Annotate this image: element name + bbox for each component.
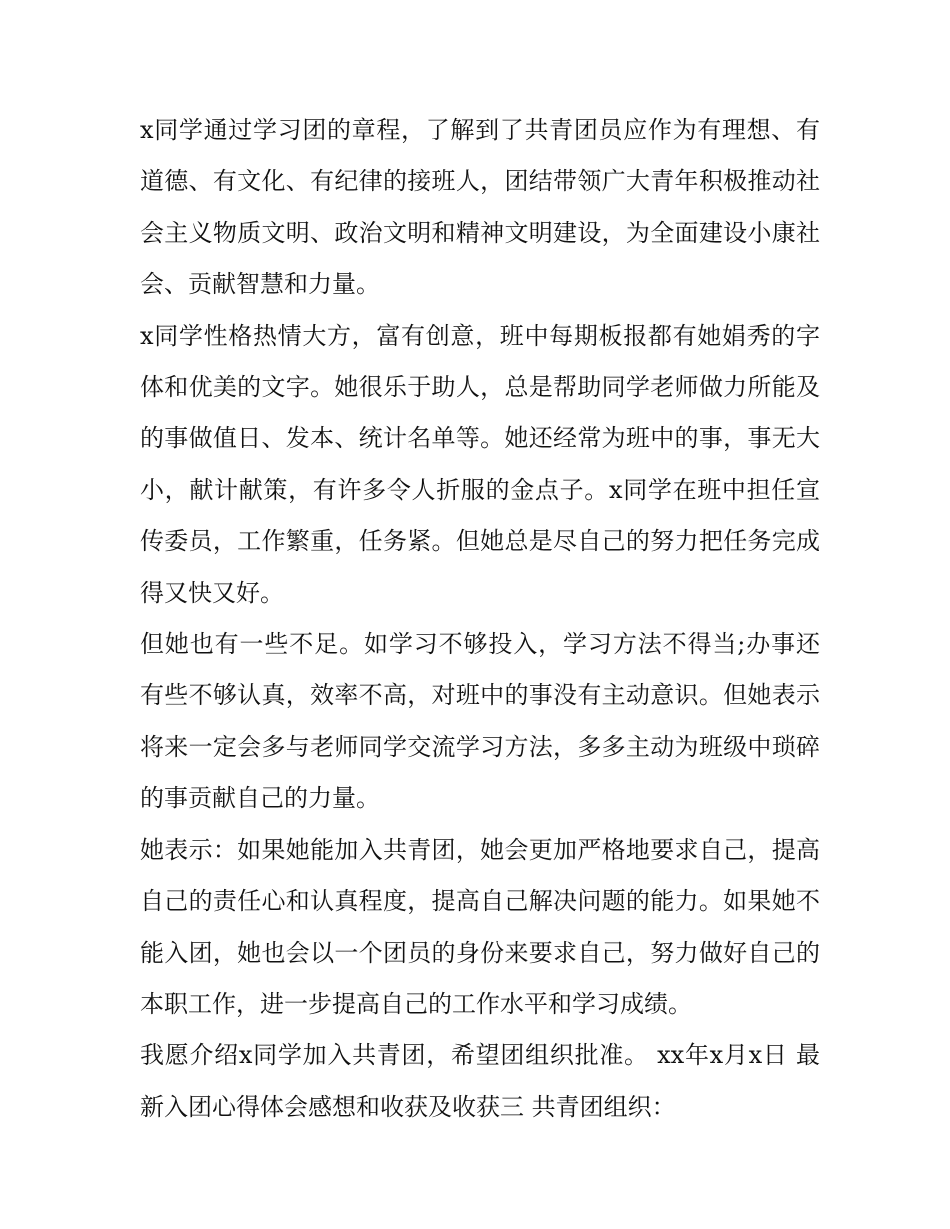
- paragraph-recommendation: 我愿介绍x同学加入共青团，希望团组织批准。 xx年x月x日 最新入团心得体会感想和收获及收获三 共青团组织：: [140, 1041, 820, 1121]
- paragraph-study-charter: x同学通过学习团的章程，了解到了共青团员应作为有理想、有道德、有文化、有纪律的接班人，团结带领广大青年积极推动社会主义物质文明、政治文明和精神文明建设，为全面建设小康社会、贡献智慧和力量。: [140, 116, 820, 299]
- paragraph-commitment: 她表示：如果她能加入共青团，她会更加严格地要求自己，提高自己的责任心和认真程度，提高自己解决问题的能力。如果她不能入团，她也会以一个团员的身份来要求自己，努力做好自己的本职工作，进一步提高自己的工作水平和学习成绩。: [140, 835, 820, 1018]
- paragraph-personality: x同学性格热情大方，富有创意，班中每期板报都有她娟秀的字体和优美的文字。她很乐于助人，总是帮助同学老师做力所能及的事做值日、发本、统计名单等。她还经常为班中的事，事无大小，献计献策，有许多令人折服的金点子。x同学在班中担任宣传委员，工作繁重，任务紧。但她总是尽自己的努力把任务完成得又快又好。: [140, 321, 820, 607]
- document-body: [140, 105, 820, 1133]
- paragraph-shortcomings: 但她也有一些不足。如学习不够投入，学习方法不得当;办事还有些不够认真，效率不高，对班中的事没有主动意识。但她表示将来一定会多与老师同学交流学习方法，多多主动为班级中琐碎的事贡献自己的力量。: [140, 630, 820, 813]
